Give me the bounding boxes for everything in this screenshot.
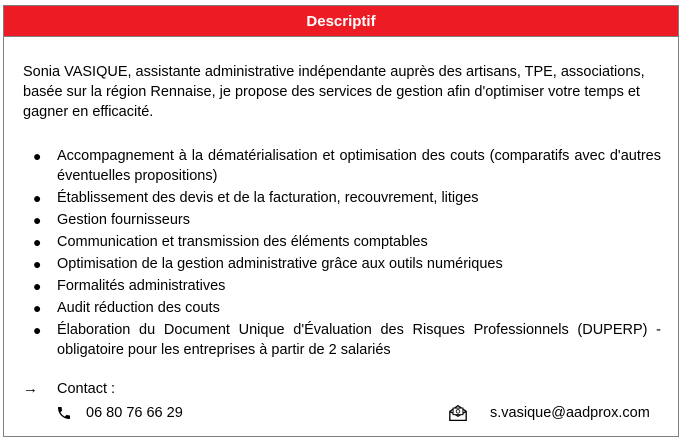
- bullet-icon: ●: [33, 190, 42, 206]
- bullet-icon: ●: [33, 256, 42, 272]
- phone-icon: [56, 405, 86, 421]
- bullet-icon: ●: [33, 300, 42, 316]
- email-contact: [448, 403, 650, 423]
- list-item: ● Établissement des devis et de la facturation, recouvrement, litiges: [33, 190, 479, 206]
- list-item: ● Formalités administratives: [33, 278, 226, 294]
- bullet-icon: ●: [33, 234, 42, 250]
- bullet-icon: ●: [33, 322, 42, 338]
- intro-paragraph: Sonia VASIQUE, assistante administrative indépendante auprès des artisans, TPE, associations, basée sur la région Rennaise, je propose des services de gestion afin d'optimiser votre temps et gagner en efficacité.: [23, 64, 645, 120]
- phone-contact: [56, 403, 183, 423]
- bullet-icon: ●: [33, 278, 42, 294]
- list-item: ● Accompagnement à la dématérialisation et optimisation des couts (comparatifs avec d'autres éventuelles propositions): [33, 148, 661, 184]
- list-item: ● Communication et transmission des éléments comptables: [33, 234, 428, 250]
- email-address[interactable]: s.vasique@aadprox.com: [490, 405, 650, 421]
- phone-number[interactable]: 06 80 76 66 29: [86, 405, 183, 421]
- list-item: ● Gestion fournisseurs: [33, 212, 190, 228]
- mail-icon: [448, 404, 490, 422]
- list-item: ● Audit réduction des couts: [33, 300, 220, 316]
- header-title: Descriptif: [306, 12, 376, 30]
- contact-heading: [23, 379, 115, 399]
- arrow-right-icon: →: [23, 380, 38, 397]
- list-item: ● Élaboration du Document Unique d'Évaluation des Risques Professionnels (DUPERP) - obligatoire pour les entreprises à partir de 2 salariés: [33, 322, 661, 358]
- services-list: [23, 146, 661, 362]
- list-item: ● Optimisation de la gestion administrative grâce aux outils numériques: [33, 256, 503, 272]
- contact-label: Contact :: [57, 381, 116, 397]
- bullet-icon: ●: [33, 148, 42, 164]
- description-card: [3, 5, 679, 437]
- card-header: [4, 6, 678, 37]
- bullet-icon: ●: [33, 212, 42, 228]
